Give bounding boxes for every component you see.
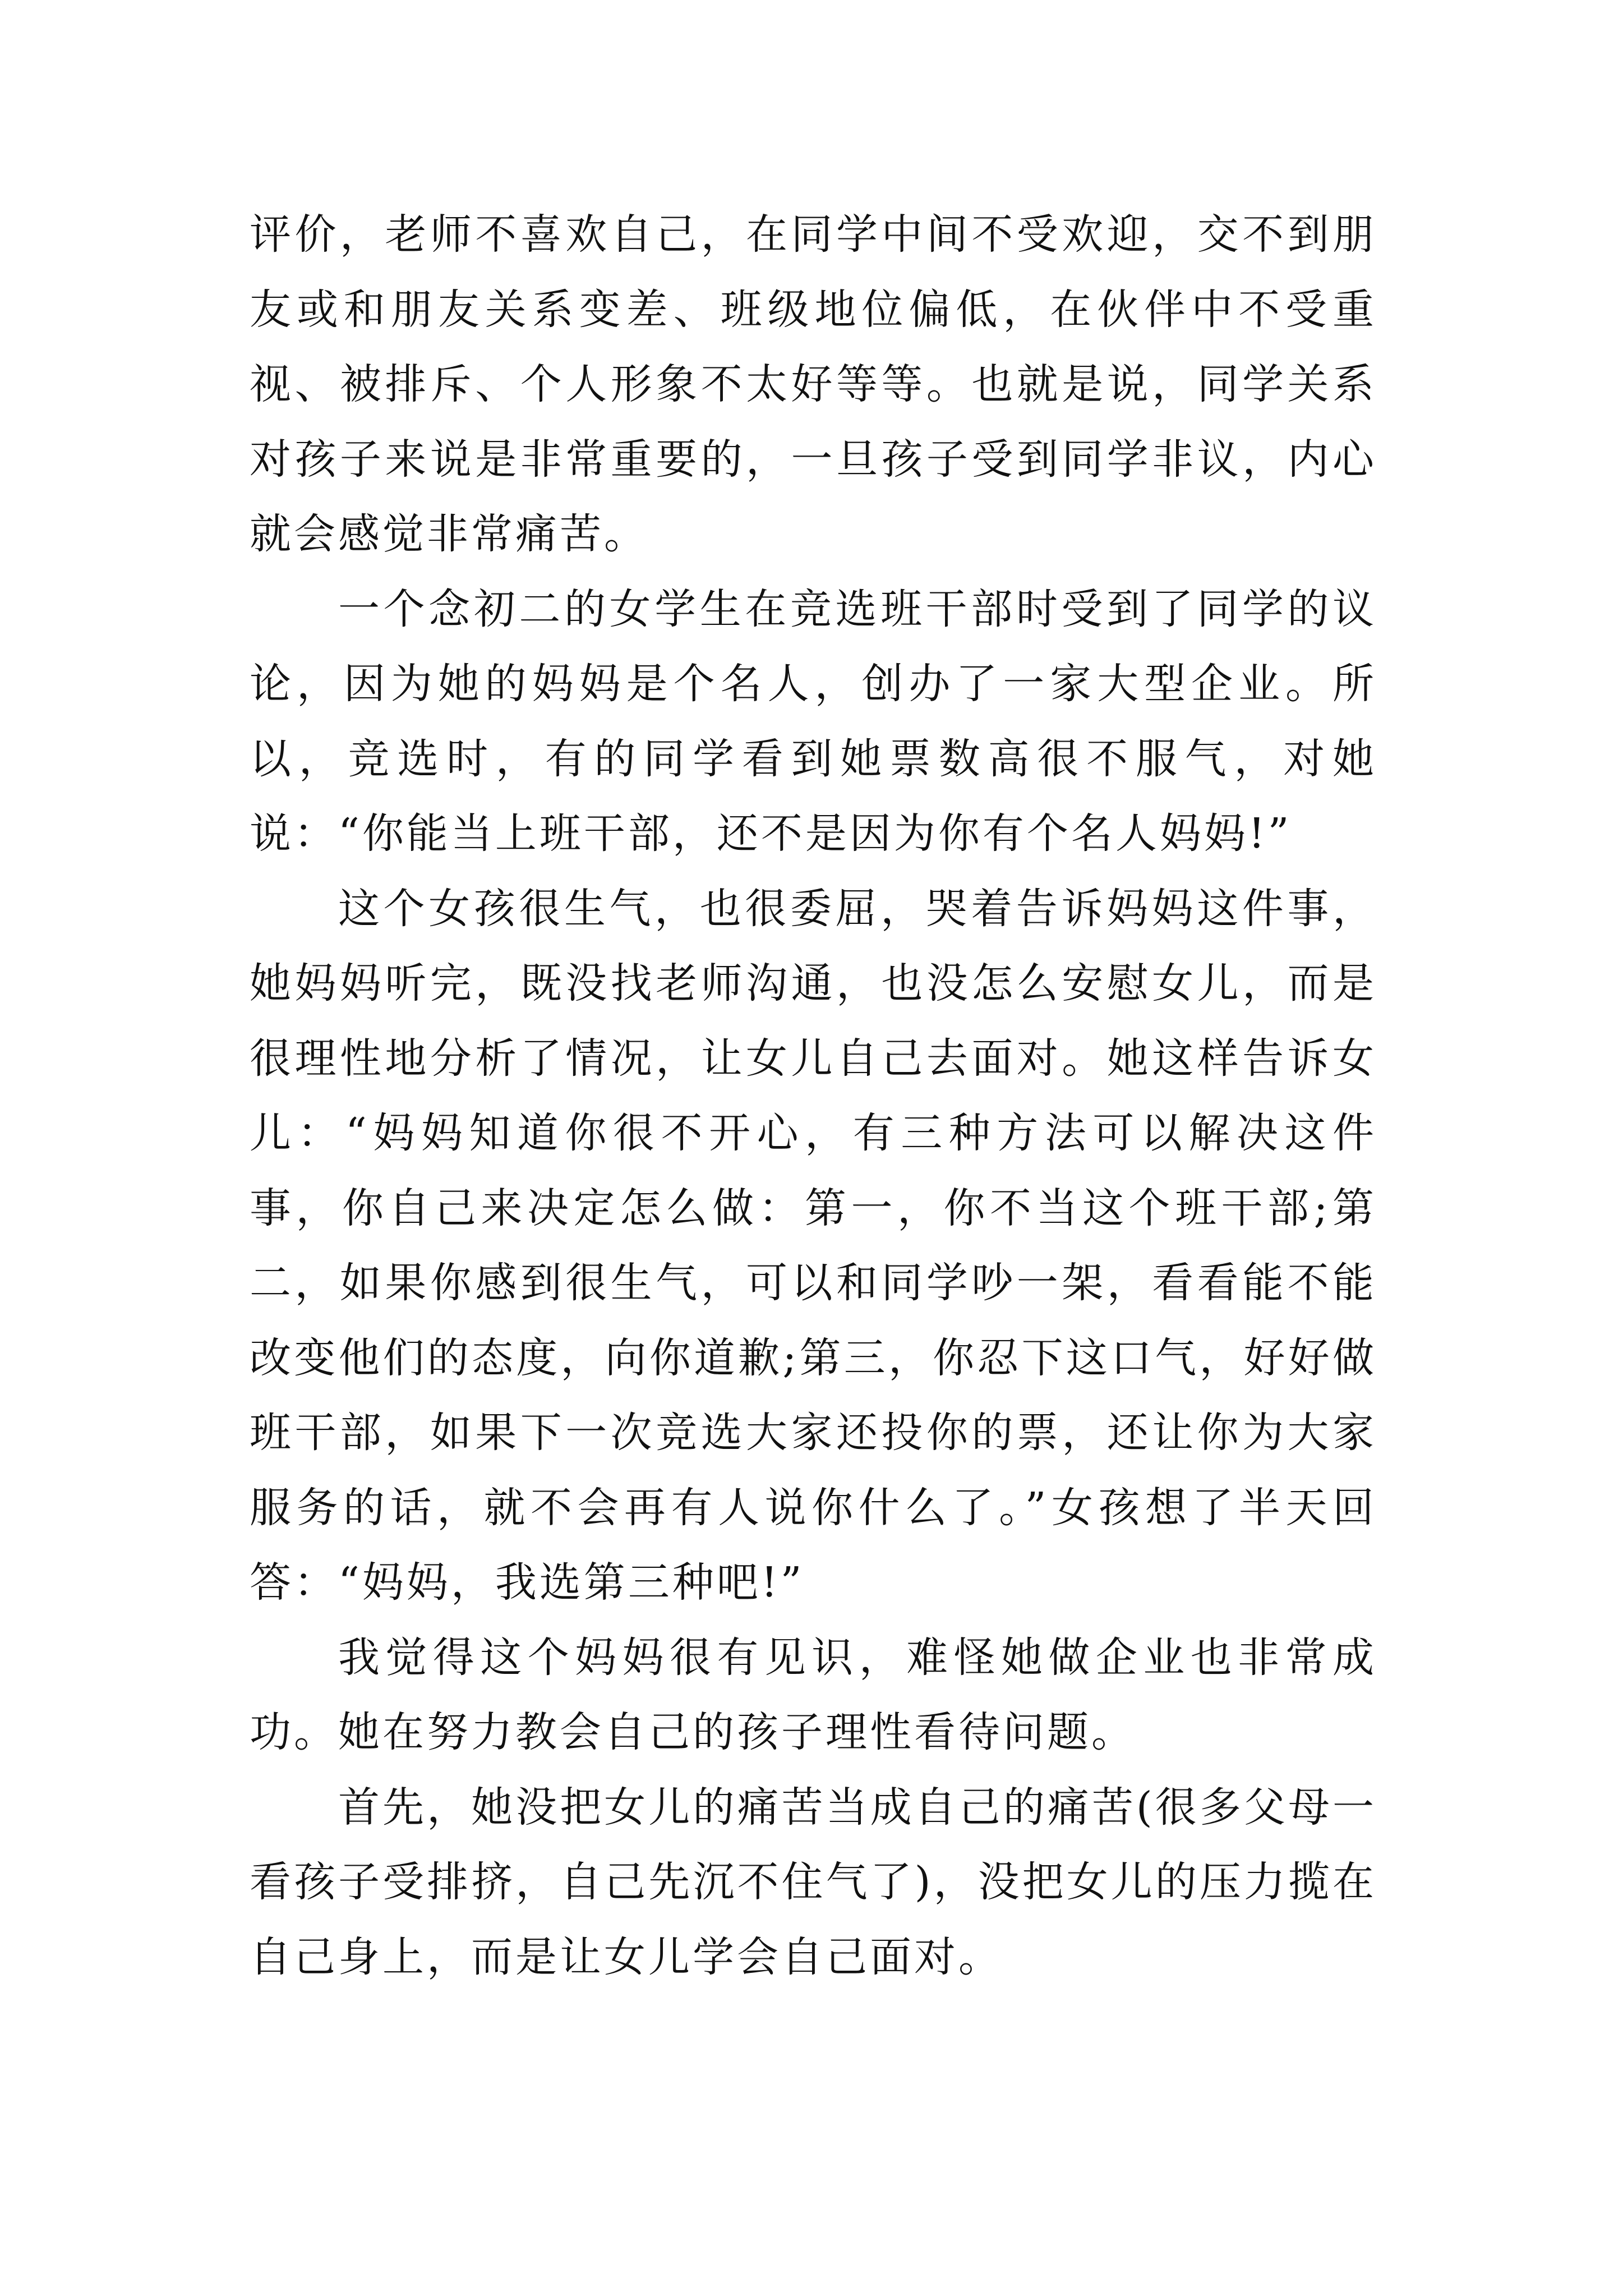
paragraph-story-intro: 一个念初二的女学生在竞选班干部时受到了同学的议论，因为她的妈妈是个名人，创办了一家大型企业。所以，竞选时，有的同学看到她票数高很不服气，对她说：“你能当上班干部，还不是因为你有个名人妈妈!” xyxy=(250,585,1377,858)
article-body xyxy=(250,197,1377,1995)
paragraph-author-comment: 我觉得这个妈妈很有见识，难怪她做企业也非常成功。她在努力教会自己的孩子理性看待问题。 xyxy=(250,1633,1377,1756)
paragraph-continuation: 评价，老师不喜欢自己，在同学中间不受欢迎，交不到朋友或和朋友关系变差、班级地位偏低，在伙伴中不受重视、被排斥、个人形象不太好等等。也就是说，同学关系对孩子来说是非常重要的，一旦孩子受到同学非议，内心就会感觉非常痛苦。 xyxy=(250,210,1377,558)
paragraph-first-point: 首先，她没把女儿的痛苦当成自己的痛苦(很多父母一看孩子受排挤，自己先沉不住气了)，没把女儿的压力揽在自己身上，而是让女儿学会自己面对。 xyxy=(250,1783,1377,1981)
paragraph-mother-response: 这个女孩很生气，也很委屈，哭着告诉妈妈这件事，她妈妈听完，既没找老师沟通，也没怎么安慰女儿，而是很理性地分析了情况，让女儿自己去面对。她这样告诉女儿：“妈妈知道你很不开心，有三种方法可以解决这件事，你自己来决定怎么做：第一，你不当这个班干部;第二，如果你感到很生气，可以和同学吵一架，看看能不能改变他们的态度，向你道歉;第三，你忍下这口气，好好做班干部，如果下一次竞选大家还投你的票，还让你为大家服务的话，就不会再有人说你什么了。”女孩想了半天回答：“妈妈，我选第三种吧!” xyxy=(250,884,1377,1607)
